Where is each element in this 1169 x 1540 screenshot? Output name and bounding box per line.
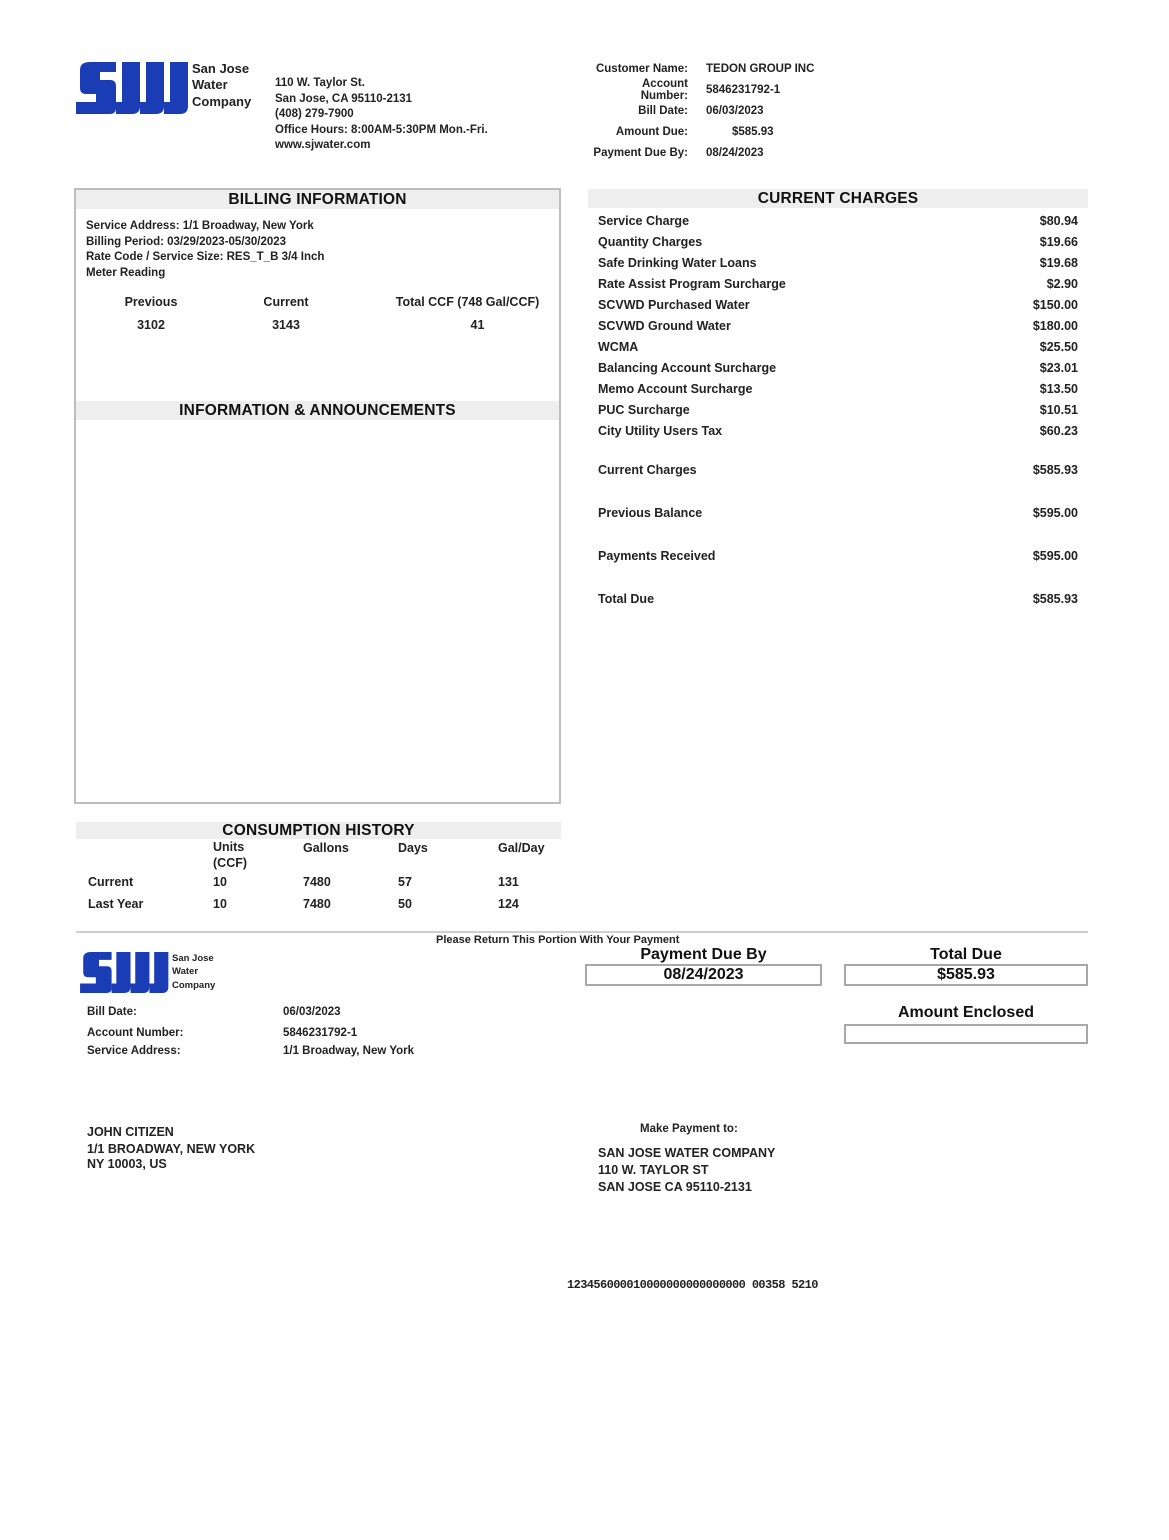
consumption-history-panel <box>76 822 561 914</box>
billing-details <box>76 209 559 281</box>
charge-row: Safe Drinking Water Loans $19.68 <box>598 255 1078 270</box>
sjw-logo-mark-icon <box>76 62 190 114</box>
total-row-current-charges: Current Charges $585.93 <box>598 463 1078 477</box>
total-due-field: $585.93 <box>844 964 1088 986</box>
announcements-title: INFORMATION & ANNOUNCEMENTS <box>76 401 559 420</box>
history-row-label: Last Year <box>88 897 144 911</box>
header-gallons: Gallons <box>303 841 349 855</box>
meter-value-current: 3143 <box>272 318 300 332</box>
rate-code: Rate Code / Service Size: RES_T_B 3/4 Inch <box>86 251 325 263</box>
make-payment-to-label: Make Payment to: <box>640 1123 738 1135</box>
payment-due-by-section <box>585 946 822 986</box>
company-logo <box>76 62 251 114</box>
charge-row: Quantity Charges $19.66 <box>598 234 1078 249</box>
stub-details <box>87 1000 414 1059</box>
amount-enclosed-section <box>844 1004 1088 1044</box>
current-charges-title: CURRENT CHARGES <box>588 189 1088 208</box>
company-name: San Jose Water Company <box>172 953 216 991</box>
account-number-row: Account Number: 5846231792-1 <box>640 77 781 102</box>
sjw-logo-mark-icon <box>80 952 170 993</box>
billing-information-title: BILLING INFORMATION <box>76 190 559 209</box>
total-due-label: Total Due <box>930 946 1002 963</box>
company-address: 110 W. Taylor St. San Jose, CA 95110-2131 (408) 279-7900 Office Hours: 8:00AM-5:30PM Mon.-Fri. www.sjwater.com <box>275 76 488 154</box>
customer-name: JOHN CITIZEN <box>87 1125 174 1139</box>
total-row-payments-received: Payments Received $595.00 <box>598 549 1078 563</box>
header-gal-day: Gal/Day <box>498 841 545 855</box>
service-address: Service Address: 1/1 Broadway, New York <box>86 220 314 232</box>
payment-due-by-label: Payment Due By <box>640 946 767 963</box>
return-portion-note: Please Return This Portion With Your Payment <box>436 934 680 946</box>
company-name: San Jose Water Company <box>192 61 252 109</box>
charge-row: Rate Assist Program Surcharge $2.90 <box>598 276 1078 291</box>
amount-due-row: Amount Due: $585.93 <box>615 125 774 138</box>
total-row-total-due: Total Due $585.93 <box>598 592 1078 606</box>
payment-scanline: 123456000010000000000000000 00358 5210 <box>567 1278 818 1292</box>
stub-bill-date-row: Bill Date: 06/03/2023 <box>87 1005 341 1018</box>
meter-header-current: Current <box>263 295 309 309</box>
amount-enclosed-input[interactable] <box>844 1024 1088 1044</box>
account-summary <box>593 58 814 163</box>
charge-row: Service Charge $80.94 <box>598 213 1078 228</box>
charge-row: Balancing Account Surcharge $23.01 <box>598 360 1078 375</box>
website-link[interactable]: www.sjwater.com <box>275 139 371 151</box>
charge-row: SCVWD Purchased Water $150.00 <box>598 297 1078 312</box>
total-due-section <box>844 946 1088 986</box>
meter-reading-label: Meter Reading <box>86 266 166 279</box>
payment-due-by-row: Payment Due By: 08/24/2023 <box>593 146 764 159</box>
meter-value-previous: 3102 <box>137 318 165 332</box>
customer-mailing-address: JOHN CITIZEN 1/1 BROADWAY, NEW YORK NY 10003, US <box>87 1125 256 1171</box>
header-days: Days <box>398 841 428 855</box>
billing-information-panel <box>74 188 561 804</box>
stub-company-logo <box>80 952 215 993</box>
charge-row: PUC Surcharge $10.51 <box>598 402 1078 417</box>
stub-account-number-row: Account Number: 5846231792-1 <box>87 1027 358 1039</box>
meter-header-total: Total CCF (748 Gal/CCF) <box>395 295 540 309</box>
remit-to-address: SAN JOSE WATER COMPANY 110 W. TAYLOR ST SAN JOSE CA 95110-2131 <box>598 1146 776 1194</box>
charges-totals <box>588 463 1088 635</box>
meter-value-total: 41 <box>470 318 485 332</box>
charge-row: Memo Account Surcharge $13.50 <box>598 381 1078 396</box>
meter-header-previous: Previous <box>124 295 178 309</box>
charge-row: WCMA $25.50 <box>598 339 1078 354</box>
customer-name-row: Customer Name: TEDON GROUP INC <box>595 62 815 75</box>
meter-reading-table <box>76 295 559 341</box>
bill-date-row: Bill Date: 06/03/2023 <box>638 104 764 117</box>
tear-off-divider <box>76 931 1088 933</box>
current-charges-panel <box>588 189 1088 635</box>
billing-period: Billing Period: 03/29/2023-05/30/2023 <box>86 235 287 248</box>
consumption-history-table: Units (CCF) Gallons Days Gal/Day Current 10 7480 57 131 Last Year 10 7480 50 124 <box>76 839 561 914</box>
consumption-history-title: CONSUMPTION HISTORY <box>76 822 561 839</box>
header-units: Units (CCF) <box>213 840 248 870</box>
charges-list <box>588 210 1088 441</box>
charge-row: City Utility Users Tax $60.23 <box>598 423 1078 438</box>
charge-row: SCVWD Ground Water $180.00 <box>598 318 1078 333</box>
total-row-previous-balance: Previous Balance $595.00 <box>598 506 1078 520</box>
amount-enclosed-label: Amount Enclosed <box>897 1004 1034 1021</box>
history-row-label: Current <box>88 875 134 889</box>
payment-due-by-field: 08/24/2023 <box>585 964 822 986</box>
stub-service-address-row: Service Address: 1/1 Broadway, New York <box>87 1045 415 1057</box>
